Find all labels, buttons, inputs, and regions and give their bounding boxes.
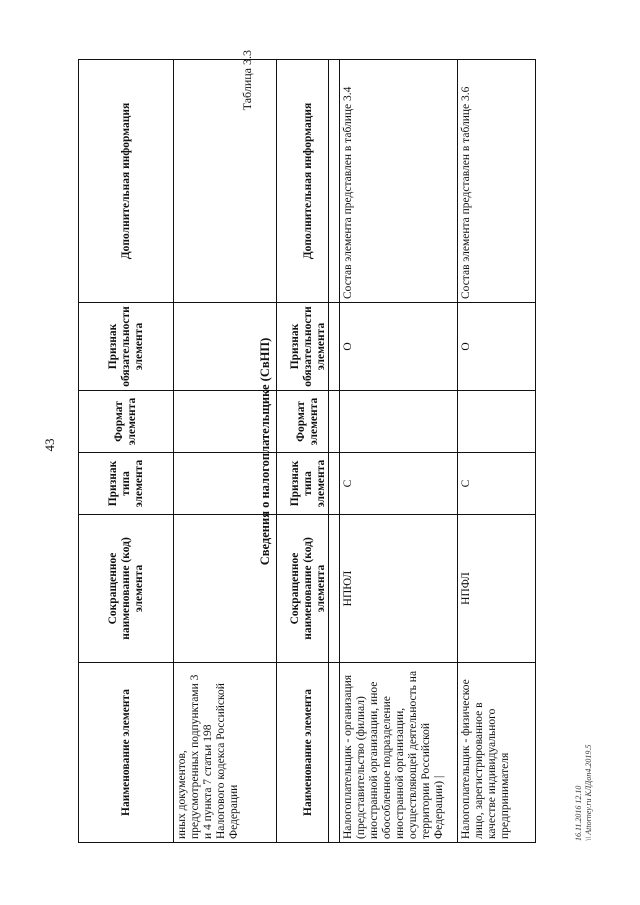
table-row — [458, 60, 536, 843]
cell-info: Состав элемента представлен в таблице 3.4 — [340, 60, 458, 303]
cell-required: О — [458, 303, 536, 391]
header-info: Дополнительная информация — [277, 60, 340, 303]
cell-name: Налогоплательщик - физическое лицо, зарегистрированное в качестве индивидуального предпринимателя — [458, 663, 536, 843]
cell-code: НПЮЛ — [340, 515, 458, 663]
table-label: Таблица 3.3 — [240, 50, 254, 111]
page-number: 43 — [42, 438, 57, 452]
table-header-row — [79, 60, 174, 843]
header-code: Сокращенное наименование (код) элемента — [277, 515, 340, 663]
footnote-line: \\ Attorney.ru КЛДоп4.2019.5 — [584, 744, 593, 841]
table-header-row — [277, 60, 340, 843]
cell-name: иных документов, предусмотренных подпунктами 3 и 4 пункта 7 статьи 198 Налогового кодекса Российской Федерации — [174, 663, 329, 843]
header-type: Признак типа элемента — [79, 453, 174, 515]
cell-required: О — [340, 303, 458, 391]
cell-info: Состав элемента представлен в таблице 3.6 — [458, 60, 536, 303]
taxpayer-info-table — [276, 59, 536, 843]
header-type: Признак типа элемента — [277, 453, 340, 515]
header-name: Наименование элемента — [79, 663, 174, 843]
cell-name: Налогоплательщик - организация (представительство (филиал) иностранной организации, иное обособленное подразделение иностранной организации, осуществляющей деятельность на территории Российской Федерации) | — [340, 663, 458, 843]
footnote-line: 16.11.2016 12.10 — [574, 785, 583, 841]
cell-type: С — [458, 453, 536, 515]
header-format: Формат элемента — [277, 391, 340, 453]
cell-format — [340, 391, 458, 453]
cell-type: С — [340, 453, 458, 515]
header-required: Признак обязательности элемента — [79, 303, 174, 391]
cell-format — [458, 391, 536, 453]
header-code: Сокращенное наименование (код) элемента — [79, 515, 174, 663]
header-name: Наименование элемента — [277, 663, 340, 843]
header-format: Формат элемента — [79, 391, 174, 453]
header-required: Признак обязательности элемента — [277, 303, 340, 391]
cell-code: НПФЛ — [458, 515, 536, 663]
header-info: Дополнительная информация — [79, 60, 174, 303]
table-row — [340, 60, 458, 843]
footnote — [574, 745, 594, 841]
table-caption: Сведения о налогоплательщике (СвНП) — [258, 337, 272, 566]
